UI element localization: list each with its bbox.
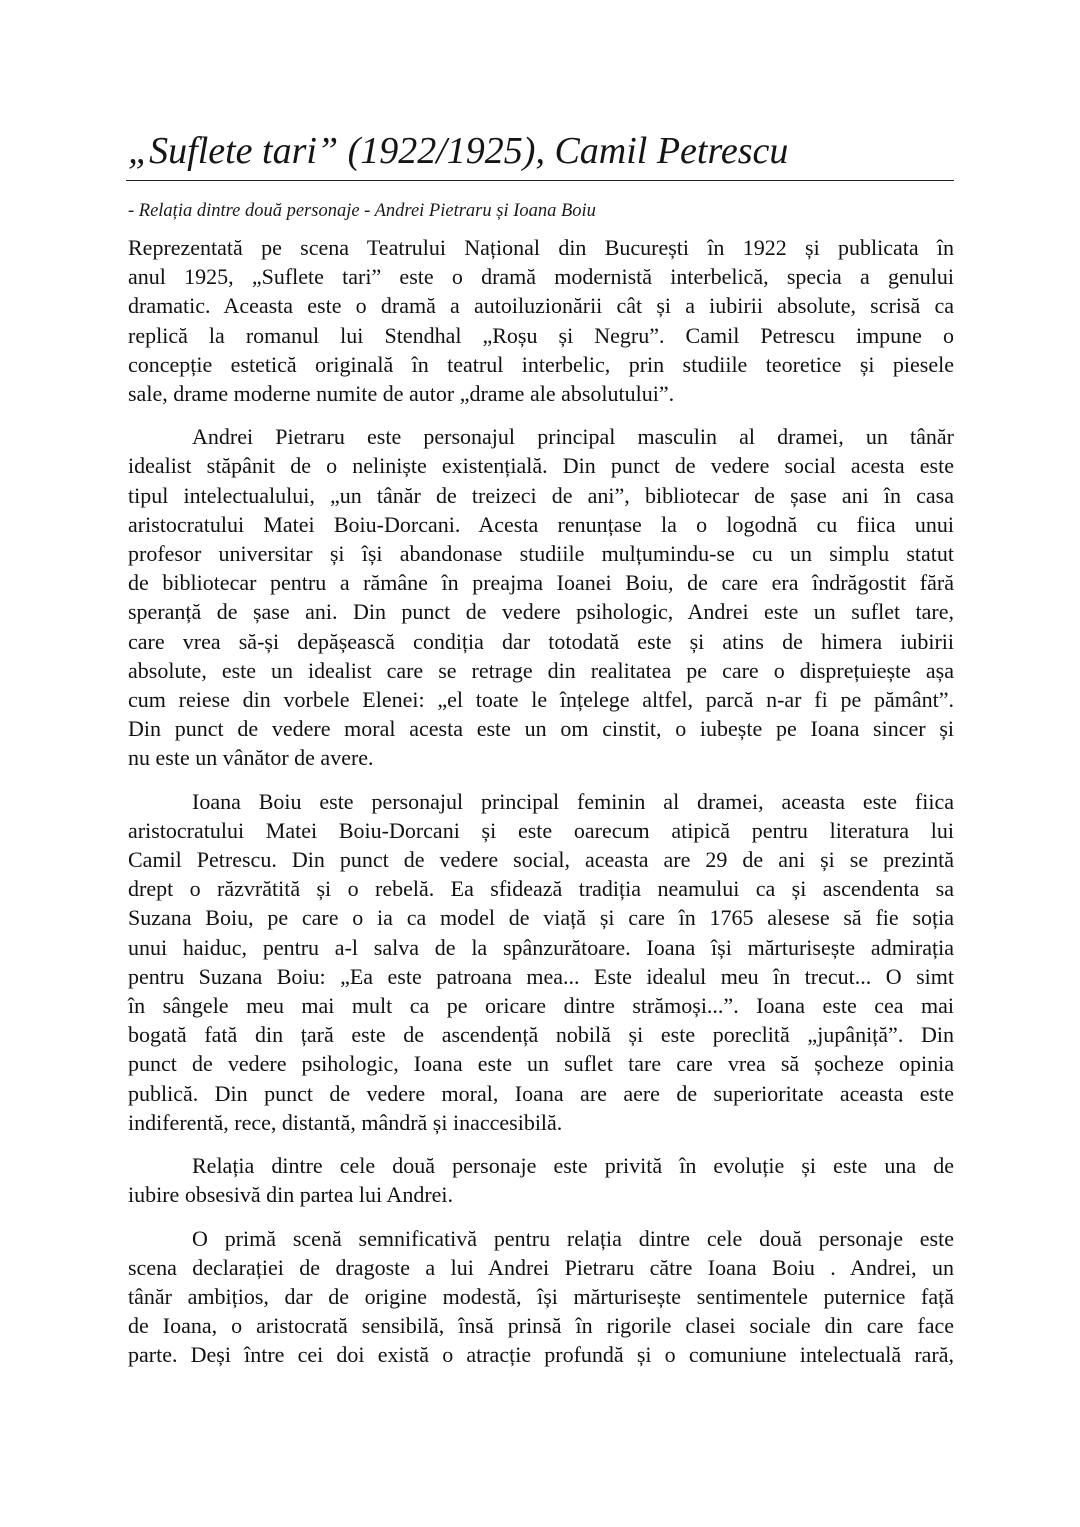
paragraph: [128, 1151, 954, 1209]
title-divider: [126, 180, 954, 181]
paragraph-line: Relația dintre cele două personaje este privită în evoluție și este una de: [192, 1153, 954, 1179]
paragraph-line: dramatic. Aceasta este o dramă a autoiluzionării cât și a iubirii absolute, scrisă ca: [128, 293, 954, 319]
paragraph-line: absolute, este un idealist care se retrage din realitatea pe care o disprețuiește așa: [128, 657, 954, 683]
paragraph: [128, 233, 954, 408]
paragraph-line: profesor universitar și își abandonase studiile mulțumindu-se cu un simplu statut: [128, 541, 954, 567]
paragraph-line: aristocratului Matei Boiu-Dorcani și este oarecum atipică pentru literatura lui: [128, 817, 954, 843]
paragraph-line: Suzana Boiu, pe care o ia ca model de viață și care în 1765 alesese să fie soția: [128, 905, 954, 931]
paragraph-line: de Ioana, o aristocrată sensibilă, însă prinsă în rigorile clasei sociale din care face: [128, 1313, 954, 1339]
page-subtitle: - Relația dintre două personaje - Andrei Pietraru și Ioana Boiu: [128, 201, 596, 221]
paragraph-line: în sângele meu mai mult ca pe oricare dintre strămoși...”. Ioana este cea mai: [128, 993, 954, 1019]
paragraph-line: care vrea să-și depășească condiția dar totodată este și atins de himera iubirii: [128, 628, 954, 654]
paragraph-line: Reprezentată pe scena Teatrului Național din București în 1922 și publicata în: [128, 235, 954, 260]
paragraph-line: idealist stăpânit de o neliniște existențială. Din punct de vedere social acesta este: [128, 453, 954, 479]
paragraph-line: anul 1925, „Suflete tari” este o dramă modernistă interbelică, specia a genului: [128, 264, 954, 290]
document-body: [126, 233, 954, 1370]
paragraph-line: Camil Petrescu. Din punct de vedere social, aceasta are 29 de ani și se prezintă: [128, 847, 954, 873]
paragraph-line: iubire obsesivă din partea lui Andrei.: [128, 1182, 454, 1208]
paragraph-line: pentru Suzana Boiu: „Ea este patroana mea... Este idealul meu în trecut... O simt: [128, 963, 954, 989]
paragraph-line: punct de vedere psihologic, Ioana este un suflet tare care vrea să șocheze opinia: [128, 1051, 954, 1077]
paragraph: [128, 1224, 954, 1370]
paragraph-line: drept o răzvrătită și o rebelă. Ea sfidează tradiția neamului ca și ascendenta sa: [128, 876, 954, 902]
paragraph-line: Ioana Boiu este personajul principal feminin al dramei, aceasta este fiica: [192, 788, 954, 814]
page-title: „Suflete tari” (1922/1925), Camil Petrescu: [128, 130, 789, 172]
document-page: [126, 128, 954, 1384]
paragraph-line: Andrei Pietraru este personajul principal masculin al dramei, un tânăr: [192, 424, 954, 450]
paragraph-line: scena declarației de dragoste a lui Andrei Pietraru către Ioana Boiu . Andrei, un: [128, 1254, 954, 1280]
paragraph-line: parte. Deși între cei doi există o atracție profundă și o comuniune intelectuală rară,: [128, 1342, 954, 1368]
paragraph-line: de bibliotecar pentru a rămâne în preajma Ioanei Boiu, de care era îndrăgostit fără: [128, 570, 954, 596]
paragraph-line: cum reiese din vorbele Elenei: „el toate le înțelege altfel, parcă n-ar fi pe pământ”.: [128, 687, 954, 713]
paragraph-line: tipul intelectualului, „un tânăr de treizeci de ani”, bibliotecar de șase ani în casa: [128, 482, 954, 508]
paragraph: [128, 422, 954, 772]
paragraph-line: sale, drame moderne numite de autor „drame ale absolutului”.: [128, 381, 675, 407]
paragraph-line: Din punct de vedere moral acesta este un om cinstit, o iubește pe Ioana sincer și: [128, 716, 954, 742]
paragraph-line: aristocratului Matei Boiu-Dorcani. Acesta renunțase la o logodnă cu fiica unui: [128, 511, 954, 537]
paragraph-line: replică la romanul lui Stendhal „Roșu și Negru”. Camil Petrescu impune o: [128, 322, 954, 348]
paragraph-line: unui haiduc, pentru a-l salva de la spânzurătoare. Ioana își mărturisește admirația: [128, 934, 954, 960]
paragraph-line: nu este un vânător de avere.: [128, 745, 374, 771]
paragraph-line: bogată fată din țară este de ascendență nobilă și este poreclită „jupâniță”. Din: [128, 1022, 954, 1048]
paragraph-line: speranță de șase ani. Din punct de vedere psihologic, Andrei este un suflet tare,: [128, 599, 954, 625]
paragraph-line: publică. Din punct de vedere moral, Ioana are aere de superioritate aceasta este: [128, 1080, 954, 1106]
paragraph-line: indiferentă, rece, distantă, mândră și inaccesibilă.: [128, 1109, 563, 1135]
paragraph-line: O primă scenă semnificativă pentru relația dintre cele două personaje este: [192, 1225, 954, 1251]
paragraph-line: tânăr ambițios, dar de origine modestă, își mărturisește sentimentele puternice față: [128, 1283, 954, 1309]
paragraph: [128, 787, 954, 1137]
paragraph-line: concepție estetică originală în teatrul interbelic, prin studiile teoretice și piesele: [128, 351, 954, 377]
